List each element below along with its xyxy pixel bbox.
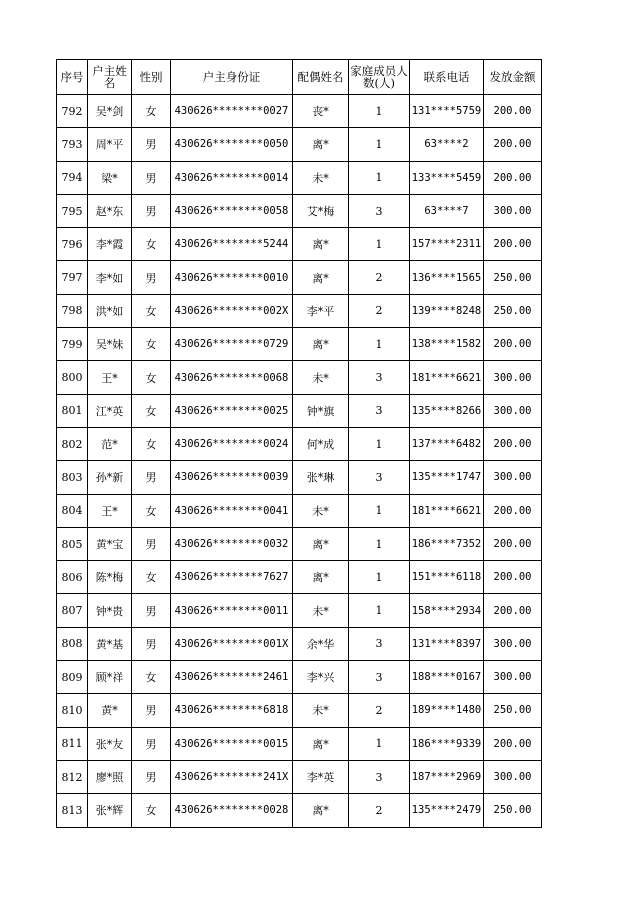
cell-owner-name: 张*友 — [88, 727, 132, 760]
cell-owner-name: 黄* — [88, 694, 132, 727]
cell-amount: 200.00 — [484, 494, 542, 527]
cell-seq: 803 — [57, 461, 88, 494]
cell-household-members: 1 — [349, 561, 410, 594]
cell-spouse-name: 余*华 — [293, 627, 349, 660]
cell-spouse-name: 未* — [293, 694, 349, 727]
cell-household-members: 2 — [349, 261, 410, 294]
header-seq: 序号 — [57, 60, 88, 95]
cell-owner-id: 430626********0032 — [171, 527, 293, 560]
cell-gender: 女 — [132, 328, 171, 361]
cell-phone: 157****2311 — [410, 228, 484, 261]
cell-gender: 女 — [132, 794, 171, 827]
table-header — [57, 60, 542, 95]
cell-household-members: 3 — [349, 661, 410, 694]
table-row — [57, 561, 542, 594]
cell-amount: 300.00 — [484, 661, 542, 694]
table-row — [57, 727, 542, 760]
cell-owner-id: 430626********0028 — [171, 794, 293, 827]
cell-spouse-name: 李*兴 — [293, 661, 349, 694]
cell-spouse-name: 离* — [293, 561, 349, 594]
cell-phone: 136****1565 — [410, 261, 484, 294]
cell-amount: 250.00 — [484, 261, 542, 294]
cell-gender: 男 — [132, 194, 171, 227]
cell-owner-id: 430626********0024 — [171, 427, 293, 460]
cell-gender: 女 — [132, 561, 171, 594]
cell-owner-name: 周*平 — [88, 128, 132, 161]
cell-seq: 793 — [57, 128, 88, 161]
cell-owner-id: 430626********0011 — [171, 594, 293, 627]
cell-amount: 300.00 — [484, 760, 542, 793]
header-row — [57, 60, 542, 95]
cell-amount: 200.00 — [484, 95, 542, 128]
cell-amount: 200.00 — [484, 228, 542, 261]
cell-household-members: 3 — [349, 760, 410, 793]
cell-owner-name: 梁* — [88, 161, 132, 194]
cell-phone: 181****6621 — [410, 361, 484, 394]
cell-phone: 158****2934 — [410, 594, 484, 627]
cell-phone: 188****0167 — [410, 661, 484, 694]
cell-spouse-name: 钟*旗 — [293, 394, 349, 427]
cell-gender: 女 — [132, 228, 171, 261]
cell-household-members: 3 — [349, 461, 410, 494]
cell-spouse-name: 艾*梅 — [293, 194, 349, 227]
header-phone: 联系电话 — [410, 60, 484, 95]
table-row — [57, 760, 542, 793]
cell-owner-id: 430626********0050 — [171, 128, 293, 161]
cell-owner-name: 黄*宝 — [88, 527, 132, 560]
cell-owner-id: 430626********2461 — [171, 661, 293, 694]
cell-owner-id: 430626********001X — [171, 627, 293, 660]
cell-household-members: 2 — [349, 794, 410, 827]
cell-seq: 797 — [57, 261, 88, 294]
cell-spouse-name: 张*琳 — [293, 461, 349, 494]
cell-owner-name: 吴*妹 — [88, 328, 132, 361]
cell-seq: 800 — [57, 361, 88, 394]
header-spouse-name: 配偶姓名 — [293, 60, 349, 95]
cell-owner-name: 廖*照 — [88, 760, 132, 793]
cell-amount: 250.00 — [484, 694, 542, 727]
cell-owner-name: 李*霞 — [88, 228, 132, 261]
cell-household-members: 3 — [349, 627, 410, 660]
cell-household-members: 3 — [349, 194, 410, 227]
cell-owner-id: 430626********0058 — [171, 194, 293, 227]
cell-gender: 男 — [132, 461, 171, 494]
cell-amount: 300.00 — [484, 194, 542, 227]
header-gender: 性别 — [132, 60, 171, 95]
cell-amount: 200.00 — [484, 727, 542, 760]
cell-spouse-name: 未* — [293, 494, 349, 527]
table-row — [57, 361, 542, 394]
cell-owner-name: 王* — [88, 361, 132, 394]
cell-owner-name: 孙*新 — [88, 461, 132, 494]
cell-amount: 200.00 — [484, 561, 542, 594]
cell-household-members: 1 — [349, 727, 410, 760]
cell-seq: 810 — [57, 694, 88, 727]
cell-household-members: 1 — [349, 161, 410, 194]
cell-amount: 200.00 — [484, 427, 542, 460]
cell-household-members: 1 — [349, 228, 410, 261]
cell-amount: 250.00 — [484, 794, 542, 827]
cell-seq: 799 — [57, 328, 88, 361]
cell-gender: 女 — [132, 661, 171, 694]
cell-gender: 男 — [132, 627, 171, 660]
cell-owner-name: 顾*祥 — [88, 661, 132, 694]
cell-phone: 135****8266 — [410, 394, 484, 427]
cell-gender: 女 — [132, 394, 171, 427]
cell-gender: 男 — [132, 261, 171, 294]
cell-gender: 男 — [132, 128, 171, 161]
cell-gender: 女 — [132, 361, 171, 394]
cell-owner-name: 钟*贵 — [88, 594, 132, 627]
cell-seq: 795 — [57, 194, 88, 227]
cell-gender: 男 — [132, 760, 171, 793]
cell-seq: 809 — [57, 661, 88, 694]
cell-amount: 200.00 — [484, 161, 542, 194]
cell-gender: 女 — [132, 494, 171, 527]
cell-owner-name: 陈*梅 — [88, 561, 132, 594]
cell-gender: 男 — [132, 161, 171, 194]
cell-seq: 802 — [57, 427, 88, 460]
cell-amount: 200.00 — [484, 594, 542, 627]
cell-spouse-name: 李*英 — [293, 760, 349, 793]
cell-owner-name: 李*如 — [88, 261, 132, 294]
cell-gender: 女 — [132, 95, 171, 128]
cell-owner-id: 430626********0039 — [171, 461, 293, 494]
table-row — [57, 228, 542, 261]
cell-phone: 63****7 — [410, 194, 484, 227]
cell-owner-id: 430626********0041 — [171, 494, 293, 527]
cell-household-members: 1 — [349, 527, 410, 560]
table-row — [57, 494, 542, 527]
cell-seq: 796 — [57, 228, 88, 261]
table-body — [57, 95, 542, 828]
cell-spouse-name: 离* — [293, 794, 349, 827]
cell-household-members: 1 — [349, 427, 410, 460]
cell-seq: 807 — [57, 594, 88, 627]
table-row — [57, 794, 542, 827]
cell-household-members: 1 — [349, 328, 410, 361]
cell-phone: 189****1480 — [410, 694, 484, 727]
cell-amount: 300.00 — [484, 361, 542, 394]
cell-owner-name: 黄*基 — [88, 627, 132, 660]
cell-owner-name: 王* — [88, 494, 132, 527]
cell-gender: 男 — [132, 594, 171, 627]
cell-owner-name: 吴*剑 — [88, 95, 132, 128]
table-row — [57, 427, 542, 460]
cell-owner-id: 430626********241X — [171, 760, 293, 793]
table-row — [57, 594, 542, 627]
cell-seq: 792 — [57, 95, 88, 128]
cell-seq: 811 — [57, 727, 88, 760]
household-subsidy-table — [56, 59, 542, 828]
table-row — [57, 461, 542, 494]
cell-phone: 139****8248 — [410, 294, 484, 327]
cell-phone: 137****6482 — [410, 427, 484, 460]
cell-spouse-name: 未* — [293, 361, 349, 394]
header-owner-name: 户主姓名 — [88, 60, 132, 95]
table-row — [57, 627, 542, 660]
cell-household-members: 2 — [349, 694, 410, 727]
table-row — [57, 261, 542, 294]
cell-seq: 812 — [57, 760, 88, 793]
cell-spouse-name: 离* — [293, 261, 349, 294]
cell-owner-id: 430626********0027 — [171, 95, 293, 128]
table-row — [57, 694, 542, 727]
cell-spouse-name: 离* — [293, 328, 349, 361]
cell-owner-id: 430626********0729 — [171, 328, 293, 361]
cell-seq: 801 — [57, 394, 88, 427]
cell-spouse-name: 李*平 — [293, 294, 349, 327]
cell-phone: 131****8397 — [410, 627, 484, 660]
cell-owner-id: 430626********0014 — [171, 161, 293, 194]
cell-phone: 151****6118 — [410, 561, 484, 594]
cell-household-members: 3 — [349, 394, 410, 427]
cell-spouse-name: 离* — [293, 128, 349, 161]
cell-household-members: 1 — [349, 128, 410, 161]
cell-spouse-name: 未* — [293, 161, 349, 194]
cell-owner-id: 430626********0015 — [171, 727, 293, 760]
cell-seq: 806 — [57, 561, 88, 594]
cell-owner-name: 张*辉 — [88, 794, 132, 827]
table-row — [57, 294, 542, 327]
cell-seq: 813 — [57, 794, 88, 827]
cell-phone: 131****5759 — [410, 95, 484, 128]
table-row — [57, 128, 542, 161]
cell-amount: 200.00 — [484, 328, 542, 361]
cell-gender: 女 — [132, 294, 171, 327]
table-row — [57, 661, 542, 694]
header-household-members: 家庭成员人数(人) — [349, 60, 410, 95]
cell-amount: 300.00 — [484, 461, 542, 494]
cell-spouse-name: 何*成 — [293, 427, 349, 460]
cell-owner-id: 430626********6818 — [171, 694, 293, 727]
cell-phone: 133****5459 — [410, 161, 484, 194]
cell-owner-id: 430626********0010 — [171, 261, 293, 294]
cell-amount: 250.00 — [484, 294, 542, 327]
cell-spouse-name: 丧* — [293, 95, 349, 128]
cell-phone: 138****1582 — [410, 328, 484, 361]
cell-household-members: 1 — [349, 594, 410, 627]
cell-gender: 女 — [132, 427, 171, 460]
table-row — [57, 161, 542, 194]
cell-gender: 男 — [132, 527, 171, 560]
cell-phone: 186****7352 — [410, 527, 484, 560]
cell-amount: 300.00 — [484, 394, 542, 427]
cell-spouse-name: 离* — [293, 727, 349, 760]
cell-owner-name: 赵*东 — [88, 194, 132, 227]
cell-amount: 200.00 — [484, 128, 542, 161]
cell-phone: 63****2 — [410, 128, 484, 161]
cell-owner-id: 430626********002X — [171, 294, 293, 327]
cell-spouse-name: 未* — [293, 594, 349, 627]
table-row — [57, 394, 542, 427]
cell-phone: 186****9339 — [410, 727, 484, 760]
header-amount: 发放金额 — [484, 60, 542, 95]
cell-amount: 300.00 — [484, 627, 542, 660]
cell-owner-id: 430626********5244 — [171, 228, 293, 261]
cell-owner-name: 江*英 — [88, 394, 132, 427]
cell-phone: 187****2969 — [410, 760, 484, 793]
table-row — [57, 328, 542, 361]
cell-phone: 135****1747 — [410, 461, 484, 494]
cell-household-members: 1 — [349, 95, 410, 128]
cell-owner-id: 430626********7627 — [171, 561, 293, 594]
header-owner-id: 户主身份证 — [171, 60, 293, 95]
cell-seq: 798 — [57, 294, 88, 327]
cell-amount: 200.00 — [484, 527, 542, 560]
cell-spouse-name: 离* — [293, 527, 349, 560]
cell-phone: 181****6621 — [410, 494, 484, 527]
cell-household-members: 1 — [349, 494, 410, 527]
table-row — [57, 527, 542, 560]
cell-owner-id: 430626********0025 — [171, 394, 293, 427]
cell-spouse-name: 离* — [293, 228, 349, 261]
cell-owner-id: 430626********0068 — [171, 361, 293, 394]
cell-gender: 男 — [132, 727, 171, 760]
cell-seq: 808 — [57, 627, 88, 660]
cell-household-members: 3 — [349, 361, 410, 394]
cell-owner-name: 洪*如 — [88, 294, 132, 327]
cell-household-members: 2 — [349, 294, 410, 327]
cell-seq: 804 — [57, 494, 88, 527]
table-row — [57, 194, 542, 227]
cell-owner-name: 范* — [88, 427, 132, 460]
cell-gender: 男 — [132, 694, 171, 727]
cell-seq: 794 — [57, 161, 88, 194]
table-row — [57, 95, 542, 128]
cell-phone: 135****2479 — [410, 794, 484, 827]
cell-seq: 805 — [57, 527, 88, 560]
